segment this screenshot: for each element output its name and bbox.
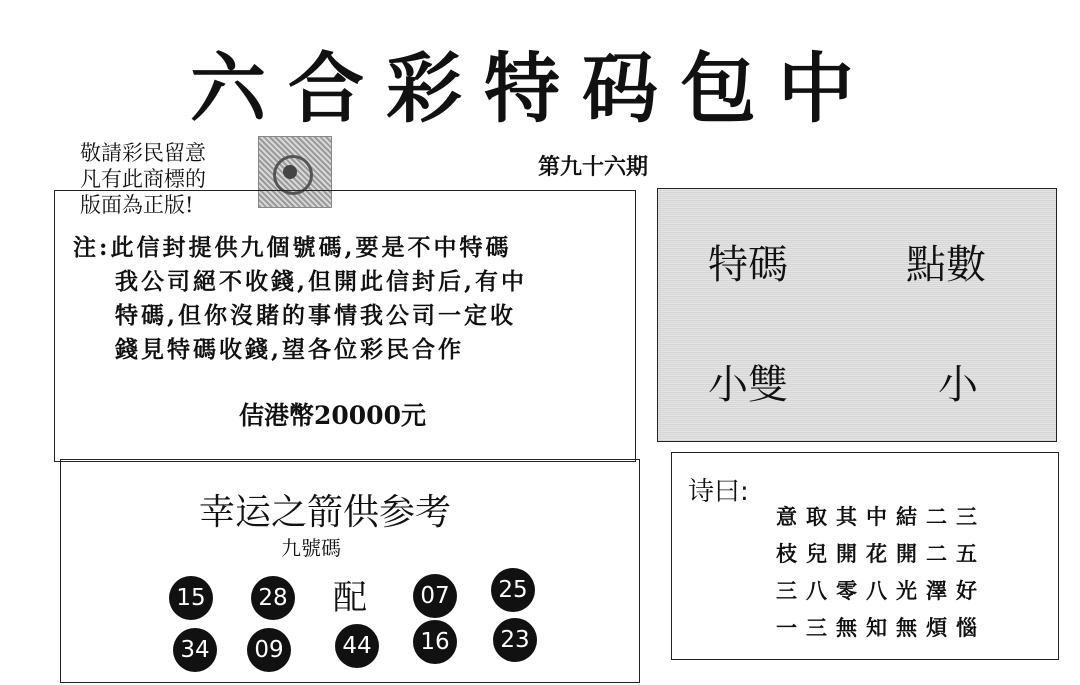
poem-line: 一三無知無煩惱 [776, 615, 986, 640]
envelope-line: 我公司絕不收錢,但開此信封后,有中 [115, 268, 528, 295]
poem-box [671, 452, 1059, 660]
value-special-code: 小雙 [708, 362, 788, 408]
envelope-notice-box [54, 190, 636, 462]
envelope-line: 注:此信封提供九個號碼,要是不中特碼 [73, 234, 512, 261]
notice-line: 敬請彩民留意 [80, 141, 206, 165]
pair-label: 配 [333, 578, 367, 618]
envelope-line: 錢見特碼收錢,望各位彩民合作 [115, 336, 465, 363]
number-ball: 23 [493, 618, 537, 662]
label-points: 點數 [906, 242, 986, 288]
lucky-title: 幸运之箭供参考 [199, 492, 452, 533]
number-ball: 16 [413, 620, 457, 664]
notice-line: 凡有此商標的 [80, 167, 206, 191]
poem-title: 诗曰: [688, 477, 749, 507]
number-ball: 25 [491, 568, 535, 612]
page-title: 六合彩特码包中 [190, 44, 876, 133]
label-special-code: 特碼 [708, 242, 788, 288]
issue-number: 第九十六期 [538, 154, 649, 180]
poem-line: 三八零八光澤好 [776, 578, 986, 603]
number-ball: 28 [251, 576, 295, 620]
number-ball: 34 [173, 628, 217, 672]
notice-line: 版面為正版! [80, 193, 194, 217]
value-points: 小 [938, 362, 978, 408]
price-label: 佶港幣20000元 [239, 401, 426, 430]
result-box [657, 188, 1057, 442]
number-ball: 07 [413, 574, 457, 618]
lucky-numbers-box [60, 459, 640, 683]
poem-line: 意取其中結二三 [776, 504, 986, 529]
envelope-line: 特碼,但你沒賭的事情我公司一定收 [115, 302, 517, 329]
poem-line: 枝兒開花開二五 [776, 541, 986, 566]
number-ball: 15 [169, 576, 213, 620]
number-ball: 44 [335, 624, 379, 668]
lucky-subtitle: 九號碼 [281, 536, 341, 560]
number-ball: 09 [247, 628, 291, 672]
